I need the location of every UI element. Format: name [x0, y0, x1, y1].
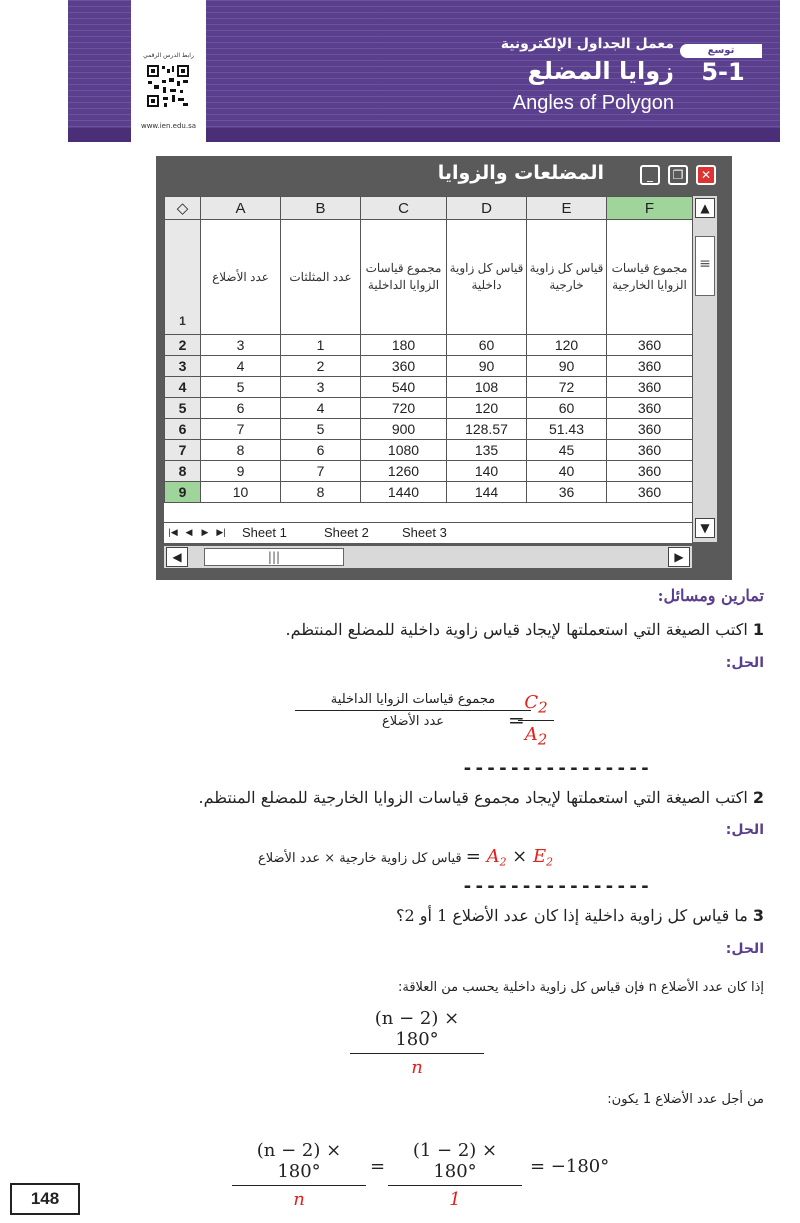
- window-title: المضلعات والزوايا: [437, 162, 604, 184]
- cell[interactable]: 90: [527, 356, 607, 377]
- first-sheet-button[interactable]: [166, 525, 180, 540]
- cell[interactable]: 5: [281, 419, 361, 440]
- spreadsheet-window: [156, 156, 732, 580]
- cell[interactable]: 4: [201, 356, 281, 377]
- cell[interactable]: 144: [447, 482, 527, 503]
- cell[interactable]: 7: [281, 461, 361, 482]
- question-number: 2: [752, 788, 764, 807]
- question-1: [285, 620, 764, 639]
- var-a: A: [486, 846, 500, 867]
- row-header[interactable]: 1: [165, 220, 201, 335]
- cell[interactable]: 3: [281, 377, 361, 398]
- grip-icon: |||: [267, 550, 281, 564]
- subscript: 2: [499, 855, 507, 869]
- vertical-scrollbar[interactable]: [692, 196, 717, 542]
- cell[interactable]: عدد المثلثات: [281, 220, 361, 335]
- cell[interactable]: 72: [527, 377, 607, 398]
- formula-2-text: قياس كل زاوية خارجية × عدد الأضلاع: [258, 851, 462, 866]
- question-number: 1: [752, 620, 764, 639]
- question-number: 3: [752, 906, 764, 925]
- cell[interactable]: عدد الأضلاع: [201, 220, 281, 335]
- column-header-row: [165, 197, 693, 220]
- cell[interactable]: 360: [607, 440, 693, 461]
- fraction-denominator: n: [293, 1189, 305, 1210]
- scroll-down-button[interactable]: [695, 518, 715, 538]
- exercises-heading: تمارين ومسائل:: [657, 586, 764, 605]
- lesson-title-en: Angles of Polygon: [512, 92, 674, 114]
- cell[interactable]: 900: [361, 419, 447, 440]
- table-row: [165, 482, 693, 503]
- window-titlebar: [156, 156, 732, 196]
- solution-label: الحل:: [725, 822, 764, 838]
- formula-3-case-lhs: [232, 1140, 366, 1210]
- cell[interactable]: 1260: [361, 461, 447, 482]
- cell[interactable]: 360: [361, 356, 447, 377]
- sheet-grid: [164, 196, 692, 522]
- chevron-left-icon: ◀: [172, 550, 182, 564]
- cell[interactable]: 40: [527, 461, 607, 482]
- solution-3-intro: إذا كان عدد الأضلاع n فإن قياس كل زاوية داخلية يحسب من العلاقة:: [397, 980, 764, 995]
- lesson-type-tab: [680, 44, 762, 58]
- cell[interactable]: 360: [607, 419, 693, 440]
- cell[interactable]: 51.43: [527, 419, 607, 440]
- divider: ----------------: [462, 876, 652, 897]
- cell[interactable]: 8: [201, 440, 281, 461]
- cell[interactable]: 60: [527, 398, 607, 419]
- cell[interactable]: 1080: [361, 440, 447, 461]
- fraction-numerator: (n − 2) × 180°: [350, 1008, 484, 1054]
- prev-sheet-button[interactable]: [182, 525, 196, 540]
- table-row: [165, 440, 693, 461]
- cell[interactable]: 60: [447, 335, 527, 356]
- page-number: 148: [10, 1183, 80, 1215]
- next-icon: ▶: [201, 527, 209, 537]
- chevron-down-icon: ▼: [700, 521, 710, 535]
- subscript: 2: [537, 730, 548, 749]
- cell[interactable]: 360: [607, 377, 693, 398]
- cell[interactable]: 3: [201, 335, 281, 356]
- cell[interactable]: 10: [201, 482, 281, 503]
- cell[interactable]: 120: [527, 335, 607, 356]
- grip-icon: ≡: [699, 256, 711, 272]
- cell[interactable]: 360: [607, 461, 693, 482]
- horizontal-scrollbar[interactable]: [164, 546, 692, 568]
- cell[interactable]: 7: [201, 419, 281, 440]
- formula-1-text-fraction: [295, 692, 531, 729]
- equals-sign: =: [370, 1156, 386, 1177]
- question-text: اكتب الصيغة التي استعملتها لإيجاد مجموع قياسات الزوايا الخارجية للمضلع المنتظم.: [198, 788, 748, 807]
- cell[interactable]: 5: [201, 377, 281, 398]
- cell[interactable]: 9: [201, 461, 281, 482]
- scroll-right-button[interactable]: [668, 547, 690, 567]
- lesson-number: 5-1: [701, 58, 745, 86]
- row-header[interactable]: 8: [165, 461, 201, 482]
- table-row: [165, 335, 693, 356]
- table-row: [165, 398, 693, 419]
- divider: ----------------: [462, 758, 652, 779]
- fraction-denominator: عدد الأضلاع: [381, 714, 445, 729]
- table-row: [165, 220, 693, 335]
- sheet-tab-bar: [164, 522, 692, 543]
- last-sheet-button[interactable]: [214, 525, 228, 540]
- scroll-left-button[interactable]: [166, 547, 188, 567]
- solution-label: الحل:: [725, 941, 764, 957]
- table-row: [165, 461, 693, 482]
- cell[interactable]: 6: [201, 398, 281, 419]
- row-header[interactable]: 6: [165, 419, 201, 440]
- cell[interactable]: 108: [447, 377, 527, 398]
- cell[interactable]: 36: [527, 482, 607, 503]
- fraction-numerator: مجموع قياسات الزوايا الداخلية: [295, 692, 531, 711]
- minimize-icon: _: [647, 168, 653, 182]
- lab-title: معمل الجداول الإلكترونية: [500, 36, 674, 52]
- formula-3-result: = −180°: [530, 1156, 610, 1177]
- solution-3-case-1: من أجل عدد الأضلاع 1 يكون:: [607, 1092, 764, 1107]
- cell[interactable]: 45: [527, 440, 607, 461]
- column-header[interactable]: A: [201, 197, 281, 220]
- subscript: 2: [546, 855, 554, 869]
- fraction-denominator: 1: [449, 1189, 461, 1210]
- table-row: [165, 419, 693, 440]
- lesson-type-label: توسع: [707, 45, 735, 56]
- column-header-selected[interactable]: F: [607, 197, 693, 220]
- restore-icon: ❐: [672, 168, 684, 182]
- formula-1-cell-fraction: [518, 692, 554, 748]
- vertical-scroll-thumb[interactable]: [695, 236, 715, 296]
- equals-sign: =: [508, 708, 525, 732]
- cell[interactable]: 4: [281, 398, 361, 419]
- prev-icon: ◀: [185, 527, 193, 537]
- cell[interactable]: 2: [281, 356, 361, 377]
- row-header-selected[interactable]: 9: [165, 482, 201, 503]
- tab-sheet-3[interactable]: Sheet 3: [402, 525, 447, 540]
- select-all-corner[interactable]: ◇: [165, 197, 201, 220]
- cell[interactable]: 720: [361, 398, 447, 419]
- solution-label: الحل:: [725, 655, 764, 671]
- table-row: [165, 356, 693, 377]
- cell[interactable]: 360: [607, 335, 693, 356]
- chevron-right-icon: ▶: [674, 550, 684, 564]
- cell[interactable]: 90: [447, 356, 527, 377]
- question-text: ما قياس كل زاوية داخلية إذا كان عدد الأضلاع 1 أو 2؟: [396, 906, 748, 925]
- cell[interactable]: 1: [281, 335, 361, 356]
- cell[interactable]: 180: [361, 335, 447, 356]
- cell[interactable]: قياس كل زاوية خارجية: [527, 220, 607, 335]
- cell[interactable]: مجموع قياسات الزوايا الداخلية: [361, 220, 447, 335]
- tab-sheet-1[interactable]: Sheet 1: [234, 523, 295, 542]
- fraction-denominator: n: [411, 1057, 423, 1078]
- formula-3-case-mid: [388, 1140, 522, 1210]
- var-a: A: [524, 723, 538, 745]
- sheet-table: [164, 196, 693, 503]
- row-header[interactable]: 5: [165, 398, 201, 419]
- column-header[interactable]: D: [447, 197, 527, 220]
- cell[interactable]: 6: [281, 440, 361, 461]
- cell[interactable]: 140: [447, 461, 527, 482]
- question-2: [199, 788, 764, 807]
- close-icon: ✕: [700, 168, 712, 182]
- first-icon: |◀: [168, 527, 178, 537]
- lesson-title-ar: زوايا المضلع: [527, 57, 674, 85]
- close-button[interactable]: [696, 165, 716, 185]
- row-header[interactable]: 4: [165, 377, 201, 398]
- column-header[interactable]: E: [527, 197, 607, 220]
- fraction-numerator: (1 − 2) × 180°: [388, 1140, 522, 1186]
- chevron-up-icon: ▲: [700, 201, 710, 215]
- row-header[interactable]: 2: [165, 335, 201, 356]
- cell[interactable]: 128.57: [447, 419, 527, 440]
- column-header[interactable]: C: [361, 197, 447, 220]
- cell[interactable]: 1440: [361, 482, 447, 503]
- scroll-up-button[interactable]: [695, 198, 715, 218]
- cell[interactable]: 360: [607, 356, 693, 377]
- subscript: 2: [538, 698, 548, 717]
- cell[interactable]: قياس كل زاوية داخلية: [447, 220, 527, 335]
- var-e: E: [532, 846, 547, 867]
- question-text: اكتب الصيغة التي استعملتها لإيجاد قياس زاوية داخلية للمضلع المنتظم.: [285, 620, 748, 639]
- qr-caption: رابط الدرس الرقمي: [143, 52, 194, 59]
- question-3: [396, 906, 764, 925]
- qr-url: www.ien.edu.sa: [140, 122, 197, 130]
- cell[interactable]: 540: [361, 377, 447, 398]
- minimize-button[interactable]: [640, 165, 660, 185]
- maximize-button[interactable]: [668, 165, 688, 185]
- cell[interactable]: 360: [607, 482, 693, 503]
- column-header[interactable]: B: [281, 197, 361, 220]
- formula-3-general: [350, 1008, 484, 1078]
- fraction-numerator: (n − 2) × 180°: [232, 1140, 366, 1186]
- cell[interactable]: 8: [281, 482, 361, 503]
- row-header[interactable]: 3: [165, 356, 201, 377]
- horizontal-scroll-thumb[interactable]: [204, 548, 344, 566]
- next-sheet-button[interactable]: [198, 525, 212, 540]
- qr-code-icon[interactable]: [146, 64, 190, 108]
- tab-sheet-2[interactable]: Sheet 2: [324, 525, 369, 540]
- cell[interactable]: 135: [447, 440, 527, 461]
- table-row: [165, 377, 693, 398]
- last-icon: ▶|: [216, 527, 226, 537]
- cell[interactable]: 120: [447, 398, 527, 419]
- formula-2: قياس كل زاوية خارجية × عدد الأضلاع = $A_2 \times E_2$: [258, 846, 554, 869]
- var-c: C: [524, 692, 539, 713]
- cell[interactable]: 360: [607, 398, 693, 419]
- cell[interactable]: مجموع قياسات الزوايا الخارجية: [607, 220, 693, 335]
- row-header[interactable]: 7: [165, 440, 201, 461]
